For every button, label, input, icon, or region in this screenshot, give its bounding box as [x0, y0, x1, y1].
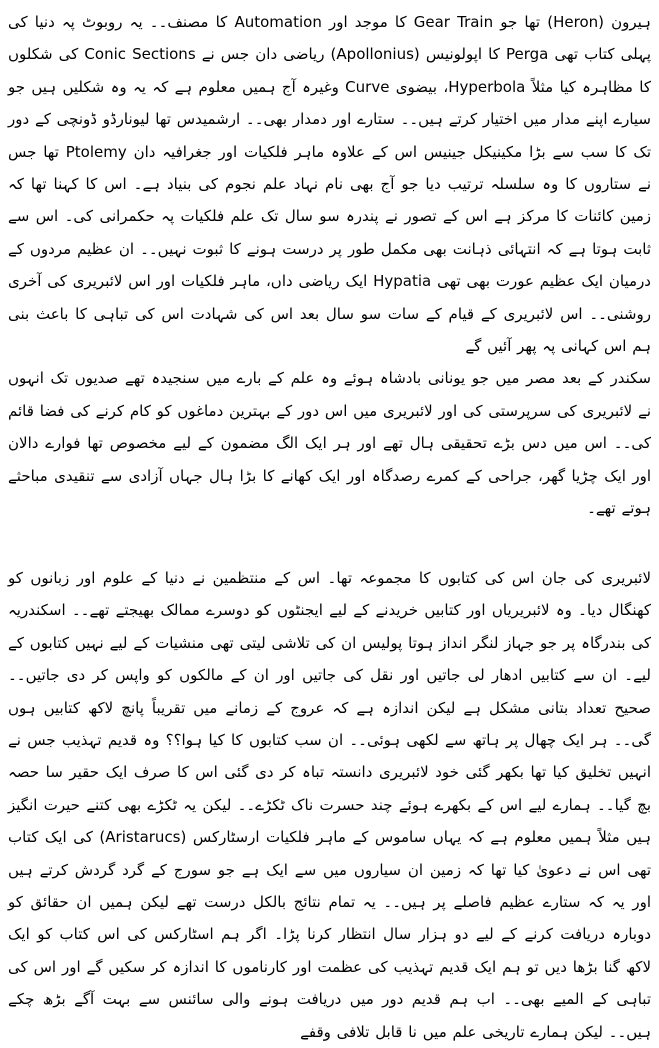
- paragraph-gap: [8, 520, 651, 562]
- paragraph-library-books: لائبریری کی جان اس کی کتابوں کا مجموعہ تھا۔ اس کے منتظمین نے دنیا کے علوم اور زبانوں کو کھنگال دیا۔ وہ لائبریریاں اور کتابیں خریدنے کے لیے ایجنٹوں کو دوسرے ممالک بھیجتے تھے۔۔ اسکندریہ کی بندرگاہ پر جو جہاز لنگر انداز ہوتا پولیس ان کی تلاشی لیتی تھی منشیات کے لیے نہیں کتابوں کے لیے۔ ان سے کتابیں ادھار لی جاتیں اور نقل کی جاتیں اور ان کے مالکوں کو واپس کر دی جاتیں۔۔ صحیح تعداد بتانی مشکل ہے لیکن اندازہ ہے کہ عروج کے زمانے میں تقریباً پانچ لاکھ کتابیں ہوں گی۔۔ ہر ایک چھال پر ہاتھ سے لکھی ہوئی۔۔ ان سب کتابوں کا کیا ہوا؟؟ وہ قدیم تہذیب جس نے انہیں تخلیق کیا تھا بکھر گئی خود لائبریری دانستہ تباہ کر دی گئی اس کا صرف ایک حقیر سا حصہ بچ گیا۔۔ ہمارے لیے اس کے بکھرے ہوئے چند حسرت ناک ٹکڑے۔۔ لیکن یہ ٹکڑے بھی کتنے حیرت انگیز ہیں مثلاً ہمیں معلوم ہے کہ یہاں ساموس کے ماہر فلکیات ارسٹارکس (Aristarucs) کی ایک کتاب تھی اس نے دعویٰ کیا تھا کہ زمین ان سیاروں میں سے ایک ہے جو سورج کے گرد گردش کرتے ہیں اور یہ کہ ستارے عظیم فاصلے پر ہیں۔۔ یہ تمام نتائج بالکل درست تھے لیکن ہمیں ان حقائق کو دوبارہ دریافت کرنے کے لیے دو ہزار سال انتظار کرنا پڑا۔ اگر ہم اسٹارکس کی اس کتاب کو ایک لاکھ گنا بڑھا دیں تو ہم ایک قدیم تہذیب کی عظمت اور کارناموں کا اندازہ کر سکیں گے اور اس کی تباہی کے المیے بھی۔۔ اب ہم قدیم دور میں دریافت ہونے والی سائنس سے بہت آگے بڑھ چکے ہیں۔۔ لیکن ہمارے تاریخی علم میں نا قابل تلافی وقفے: [8, 569, 651, 1041]
- paragraph-scholars: ہیرون (Heron) تھا جو Gear Train کا موجد اور Automation کا مصنف۔۔ یہ روبوٹ پہ دنیا کی پہلی کتاب تھی Perga کا اپولونیس (Apollonius) ریاضی دان جس نے Conic Sections کی شکلوں کا مظاہرہ کیا مثلاً Hyperbola، بیضوی Curve وغیرہ آج ہمیں معلوم ہے کہ یہ وہ شکلیں ہیں جو سیارے اپنے مدار میں اختیار کرتے ہیں۔۔ ستارے اور دمدار بھی۔۔ ارشمیدس تھا لیونارڈو ڈونچی کے دور تک کا سب سے بڑا مکینیکل جینیس اس کے علاوہ ماہر فلکیات اور جغرافیہ دان Ptolemy تھا جس نے ستاروں کا وہ سلسلہ ترتیب دیا جو آج بھی نام نہاد علم نجوم کی بنیاد ہے۔ اس کا کہنا تھا کہ زمین کائنات کا مرکز ہے اس کے تصور نے پندرہ سو سال تک علم فلکیات پہ حکمرانی کی۔ اس سے ثابت ہوتا ہے کہ انتہائی ذہانت بھی مکمل طور پر درست ہونے کا ثبوت نہیں۔۔ ان عظیم مردوں کے درمیان ایک عظیم عورت بھی تھی Hypatia ایک ریاضی داں، ماہر فلکیات اور اس لائبریری کی آخری روشنی۔۔ اس لائبریری کے قیام کے سات سو سال بعد اس کی شہادت اس کی تباہی کا باعث بنی ہم اس کہانی پہ پھر آئیں گے: [8, 13, 652, 356]
- upper-text-block: [8, 6, 651, 520]
- paragraph-kings: سکندر کے بعد مصر میں جو یونانی بادشاہ ہوئے وہ علم کے بارے میں سنجیدہ تھے صدیوں تک انہوں نے لائبریری کی سرپرستی کی اور لائبریری میں اس دور کے بہترین دماغوں کو کام کرنے کی فضا قائم کی۔۔ اس میں دس بڑے تحقیقی ہال تھے اور ہر ایک الگ مضمون کے لیے مخصوص تھا فوارے دالان اور ایک چڑیا گھر، جراحی کے کمرے رصدگاہ اور ایک کھانے کا بڑا ہال جہاں آزادی سے تنقیدی مباحثے ہوتے تھے۔: [8, 369, 651, 518]
- lower-text-block: [8, 562, 651, 1048]
